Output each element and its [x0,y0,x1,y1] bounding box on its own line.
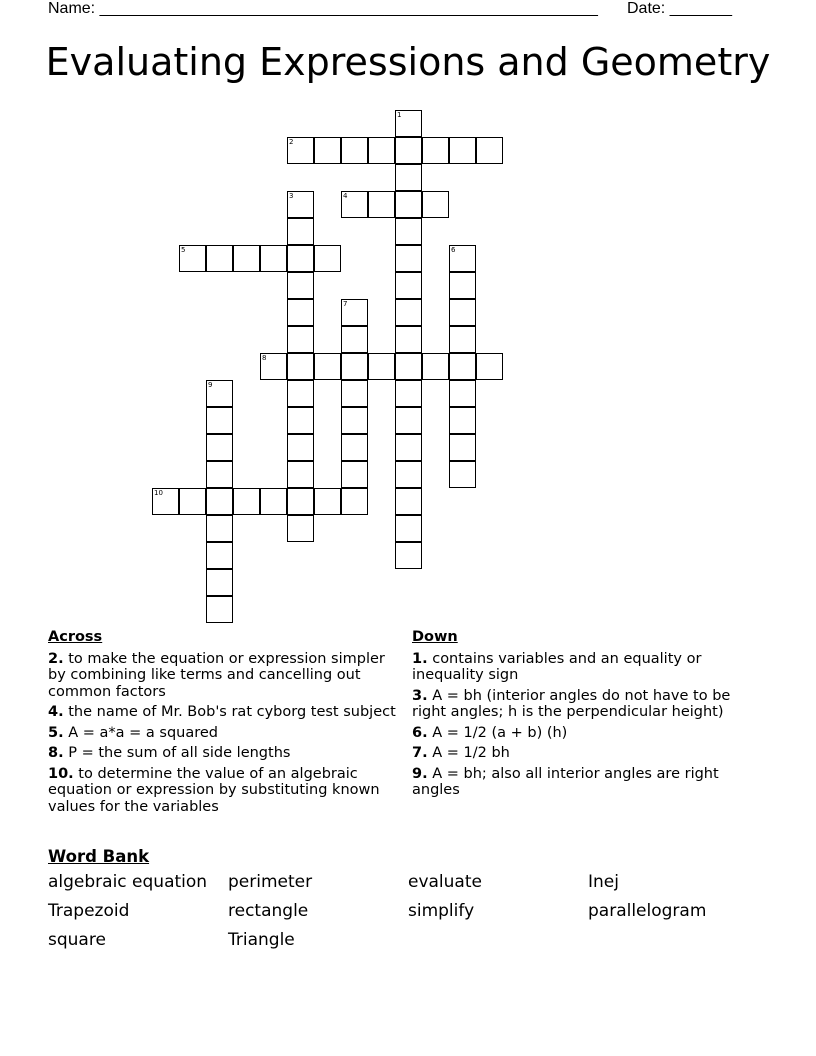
down-clues [412,629,762,803]
crossword-cell[interactable] [395,164,422,191]
crossword-cell[interactable] [179,488,206,515]
clue-across-4: 4. the name of Mr. Bob's rat cyborg test subject [48,704,396,720]
clue-across-10: 10. to determine the value of an algebraic equation or expression by substituting known values for the variables [48,765,380,815]
crossword-cell[interactable] [260,353,287,380]
crossword-cell[interactable] [260,488,287,515]
crossword-cell[interactable] [287,272,314,299]
crossword-cell[interactable] [233,488,260,515]
crossword-cell[interactable] [287,407,314,434]
clue-down-9: 9. A = bh; also all interior angles are right angles [412,765,719,798]
crossword-cell[interactable] [260,245,287,272]
crossword-cell[interactable] [341,407,368,434]
crossword-cell[interactable] [341,461,368,488]
crossword-cell[interactable] [152,488,179,515]
clue-down-6: 6. A = 1/2 (a + b) (h) [412,724,568,741]
crossword-cell[interactable] [206,542,233,569]
crossword-cell[interactable] [395,461,422,488]
crossword-cell[interactable] [449,272,476,299]
crossword-cell[interactable] [476,353,503,380]
word-bank [48,872,768,950]
crossword-cell[interactable] [368,191,395,218]
word-bank-item: Inej [588,872,619,892]
down-heading: Down [412,629,458,645]
crossword-cell[interactable] [395,488,422,515]
crossword-cell[interactable] [287,326,314,353]
crossword-cell[interactable] [206,569,233,596]
clue-number: 10 [154,489,163,497]
crossword-cell[interactable] [395,191,422,218]
crossword-cell[interactable] [341,191,368,218]
name-field[interactable]: Name: ________________________________________________________ [48,0,598,17]
word-bank-item: algebraic equation [48,872,208,892]
clue-down-1: 1. contains variables and an equality or inequality sign [412,650,702,683]
clue-number: 4 [343,192,348,200]
crossword-cell[interactable] [287,488,314,515]
crossword-cell[interactable] [206,380,233,407]
crossword-cell[interactable] [449,137,476,164]
crossword-cell[interactable] [395,515,422,542]
clue-number: 9 [208,381,213,389]
crossword-cell[interactable] [341,137,368,164]
crossword-cell[interactable] [395,434,422,461]
word-bank-item: evaluate [408,872,482,892]
crossword-cell[interactable] [395,542,422,569]
crossword-cell[interactable] [395,299,422,326]
crossword-cell[interactable] [179,245,206,272]
crossword-cell[interactable] [422,353,449,380]
crossword-cell[interactable] [287,515,314,542]
crossword-cell[interactable] [395,353,422,380]
across-heading: Across [48,629,103,645]
crossword-cell[interactable] [341,380,368,407]
crossword-cell[interactable] [449,326,476,353]
clue-number: 5 [181,246,186,254]
word-bank-item: Trapezoid [48,901,130,921]
crossword-cell[interactable] [314,245,341,272]
word-bank-title: Word Bank [48,847,150,866]
crossword-cell[interactable] [368,353,395,380]
crossword-cell[interactable] [233,245,260,272]
clue-number: 7 [343,300,348,308]
crossword-cell[interactable] [206,407,233,434]
word-bank-item: parallelogram [588,901,707,921]
crossword-cell[interactable] [449,407,476,434]
crossword-cell[interactable] [287,434,314,461]
crossword-cell[interactable] [287,137,314,164]
crossword-cell[interactable] [395,272,422,299]
crossword-cell[interactable] [206,245,233,272]
crossword-cell[interactable] [287,191,314,218]
crossword-cell[interactable] [206,461,233,488]
clue-down-3: 3. A = bh (interior angles do not have to be right angles; h is the perpendicular height) [412,687,731,720]
clue-across-2: 2. to make the equation or expression simpler by combining like terms and cancelling out common factors [48,650,385,700]
crossword-cell[interactable] [206,488,233,515]
crossword-cell[interactable] [341,326,368,353]
crossword-cell[interactable] [287,380,314,407]
date-field[interactable]: Date: _______ [627,0,732,17]
crossword-cell[interactable] [449,380,476,407]
crossword-cell[interactable] [476,137,503,164]
crossword-cell[interactable] [449,434,476,461]
crossword-cell[interactable] [395,137,422,164]
clue-across-5: 5. A = a*a = a squared [48,724,218,741]
clue-across-8: 8. P = the sum of all side lengths [48,745,291,761]
crossword-cell[interactable] [422,137,449,164]
word-bank-item: rectangle [228,901,309,921]
crossword-cell[interactable] [314,488,341,515]
crossword-cell[interactable] [395,407,422,434]
word-bank-item: perimeter [228,872,313,892]
crossword-cell[interactable] [395,245,422,272]
crossword-cell[interactable] [287,245,314,272]
crossword-cell[interactable] [395,218,422,245]
word-bank-item: simplify [408,901,475,921]
clue-number: 3 [289,192,294,200]
crossword-cell[interactable] [287,461,314,488]
crossword-cell[interactable] [368,137,395,164]
crossword-cell[interactable] [341,353,368,380]
clue-number: 2 [289,138,294,146]
word-bank-item: Triangle [228,930,295,950]
crossword-cell[interactable] [395,326,422,353]
crossword-cell[interactable] [449,461,476,488]
clue-down-7: 7. A = 1/2 bh [412,745,510,761]
crossword-cell[interactable] [287,299,314,326]
clue-number: 8 [262,354,267,362]
crossword-cell[interactable] [206,596,233,623]
page-title: Evaluating Expressions and Geometry [45,40,771,84]
crossword-cell[interactable] [206,515,233,542]
crossword-cell[interactable] [395,380,422,407]
across-clues [48,629,404,819]
crossword-cell[interactable] [341,434,368,461]
crossword-cell[interactable] [422,191,449,218]
crossword-cell[interactable] [449,245,476,272]
clue-number: 6 [451,246,456,254]
crossword-cell[interactable] [449,353,476,380]
crossword-cell[interactable] [314,137,341,164]
crossword-cell[interactable] [341,488,368,515]
crossword-cell[interactable] [314,353,341,380]
crossword-cell[interactable] [206,434,233,461]
crossword-cell[interactable] [287,218,314,245]
word-bank-item: square [48,930,106,950]
clue-number: 1 [397,111,402,119]
crossword-cell[interactable] [341,299,368,326]
crossword-cell[interactable] [287,353,314,380]
crossword-cell[interactable] [395,110,422,137]
crossword-cell[interactable] [449,299,476,326]
